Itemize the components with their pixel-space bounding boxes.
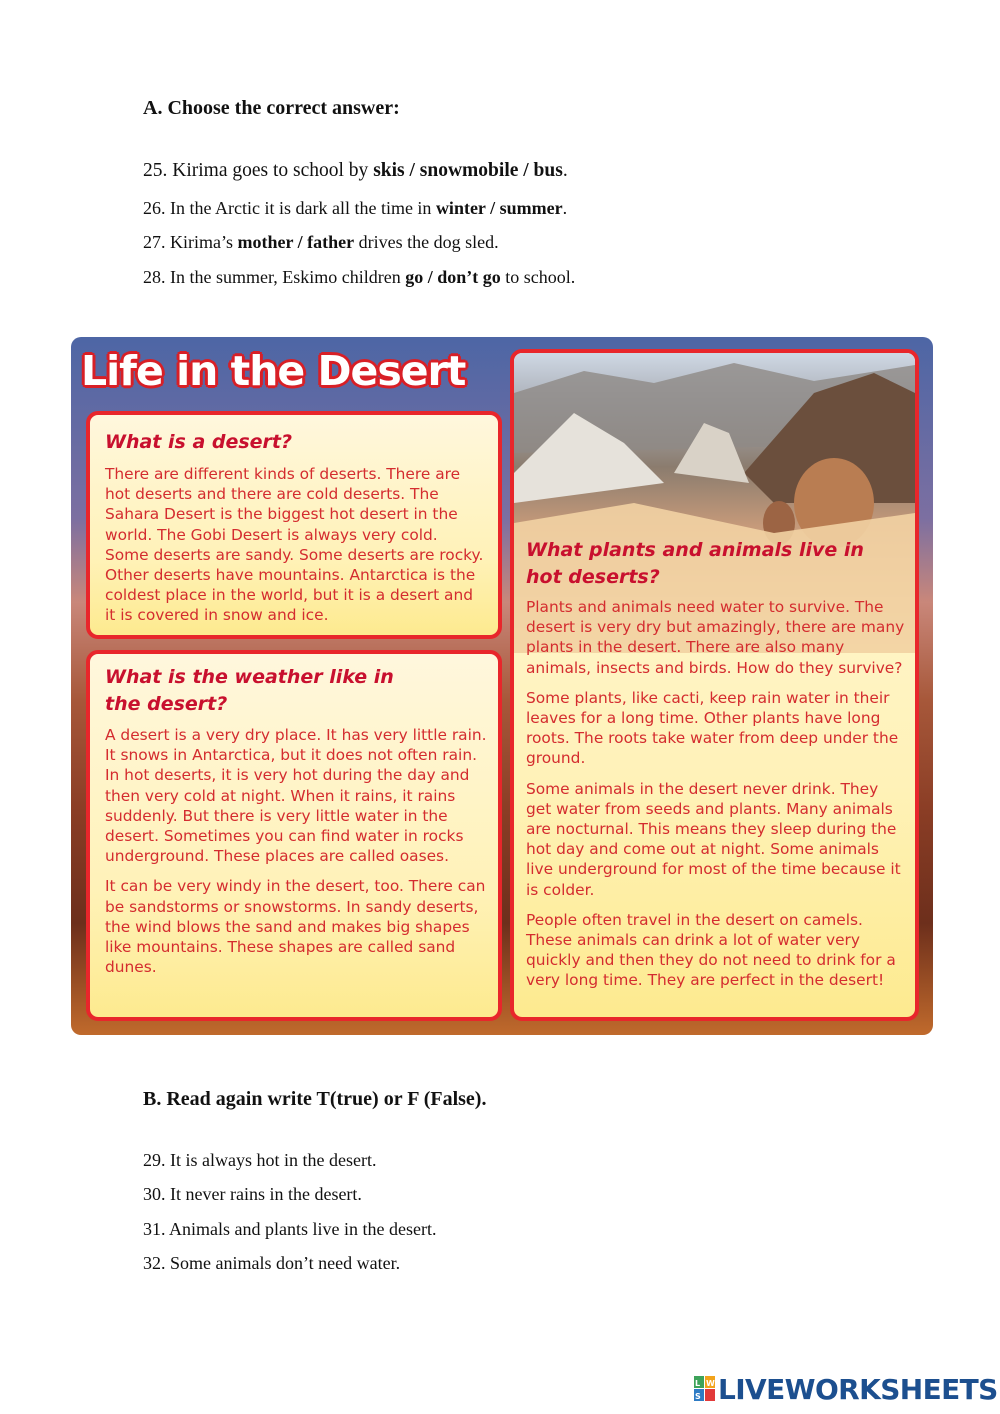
question-text: In the summer, Eskimo children [170, 267, 406, 287]
panel-heading: What is a desert? [105, 431, 293, 453]
question-text-end: . [562, 198, 568, 218]
panel-what-is-a-desert [86, 411, 502, 639]
answer-options[interactable]: winter / summer [435, 198, 563, 218]
panel-plants-animals [510, 349, 919, 1021]
question-30: 30. It never rains in the desert. [143, 1184, 362, 1204]
question-number: 25. [143, 160, 168, 181]
question-28 [143, 267, 575, 288]
question-32: 32. Some animals don’t need water. [143, 1253, 401, 1273]
question-text-end: drives the dog sled. [354, 232, 499, 252]
logo-mark-letter: W [706, 1379, 715, 1388]
question-number: 26. [143, 198, 166, 218]
section-b-heading: B. Read again write T(true) or F (False). [143, 1088, 487, 1110]
panel-paragraph: Plants and animals need water to survive. The desert is very dry but amazingly, there are many plants in the desert. There are also many animals, insects and birds. How do they survive? [526, 598, 905, 677]
panel-paragraph: Some plants, like cacti, keep rain water in their leaves for a long time. Other plants have long roots. The roots take water from deep under the ground. [526, 688, 899, 768]
logo-mark-icon [694, 1376, 716, 1402]
logo-mark-letter: S [695, 1392, 701, 1401]
question-text: Kirima’s [170, 232, 238, 252]
logo-text: LIVEWORKSHEETS [718, 1372, 998, 1406]
answer-options[interactable]: mother / father [237, 232, 355, 252]
logo-mark-letter: L [695, 1379, 701, 1388]
answer-options[interactable]: go / don’t go [405, 267, 501, 287]
liveworksheets-logo [694, 1372, 998, 1406]
section-a-heading: A. Choose the correct answer: [143, 97, 400, 119]
question-text-end: to school. [500, 267, 576, 287]
panel-paragraph: There are different kinds of deserts. There are hot deserts and there are cold deserts. The Sahara Desert is the biggest hot desert in the world. The Gobi Desert is always very cold. Some deserts are sandy. Some deserts are rocky. Other deserts have mountains. Antarctica is the coldest place in the world, but it is a desert and it is covered in snow and ice. [105, 465, 484, 625]
panel-weather [86, 650, 502, 1021]
question-27 [143, 232, 499, 253]
question-text: In the Arctic it is dark all the time in [170, 198, 436, 218]
question-text: Kirima goes to school by [172, 160, 374, 181]
question-number: 27. [143, 232, 166, 252]
panel-heading: What plants and animals live in hot deserts? [526, 539, 864, 588]
question-29: 29. It is always hot in the desert. [143, 1150, 377, 1170]
panel-paragraph: Some animals in the desert never drink. They get water from seeds and plants. Many animals are nocturnal. This means they sleep during the hot day and come out at night. Some animals live underground for most of the time because it is colder. [526, 779, 901, 899]
panel-paragraph: People often travel in the desert on camels. These animals can drink a lot of water very quickly and then they do not need to drink for a very long time. They are perfect in the desert! [526, 910, 896, 990]
question-text-end: . [562, 160, 568, 181]
reading-card [71, 337, 933, 1035]
card-title: Life in the Desert [81, 347, 466, 395]
panel-heading: What is the weather like in the desert? [105, 666, 394, 715]
panel-paragraph: A desert is a very dry place. It has very little rain. It snows in Antarctica, but it does not often rain. In hot deserts, it is very hot during the day and then very cold at night. When it rains, it rains suddenly. But there is very little water in the desert. Sometimes you can find water in rocks underground. These places are called oases. [105, 726, 487, 866]
question-25 [143, 160, 568, 182]
question-26 [143, 198, 567, 219]
question-number: 28. [143, 267, 166, 287]
panel-paragraph: It can be very windy in the desert, too. There can be sandstorms or snowstorms. In sandy deserts, the wind blows the sand and makes big shapes like mountains. These shapes are called sand dunes. [105, 877, 486, 977]
question-31: 31. Animals and plants live in the desert. [143, 1219, 437, 1239]
answer-options[interactable]: skis / snowmobile / bus [373, 160, 563, 181]
